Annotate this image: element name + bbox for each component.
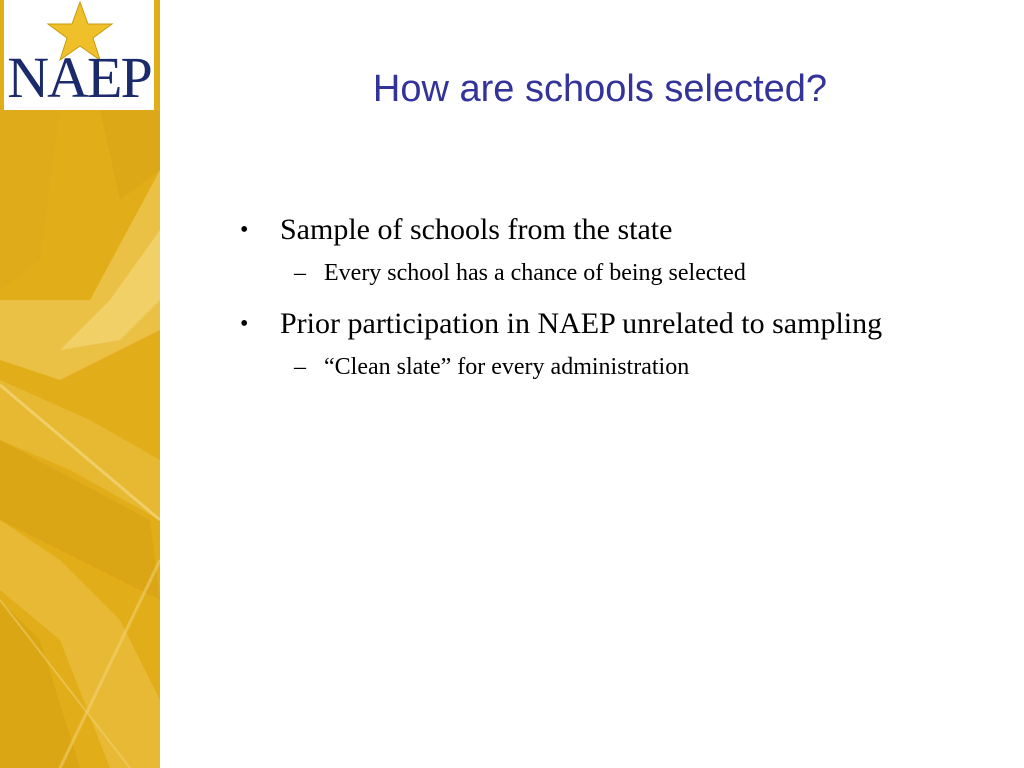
sidebar-star-pattern (0, 0, 160, 768)
bullet-marker: • (240, 217, 249, 243)
sub-bullet-item (240, 350, 920, 384)
bullet-item (240, 304, 920, 344)
bullet-marker: • (240, 311, 249, 337)
logo-text: NAEP (7, 45, 151, 110)
dash-marker: – (294, 260, 306, 286)
bullet-list (240, 210, 920, 384)
sub-bullet-text: “Clean slate” for every administration (324, 354, 690, 380)
naep-logo (4, 0, 154, 110)
slide-title: How are schools selected? (372, 68, 828, 110)
sub-bullet-text: Every school has a chance of being selected (324, 260, 746, 286)
sub-bullet-item (240, 256, 920, 290)
dash-marker: – (294, 354, 306, 380)
bullet-text: Prior participation in NAEP unrelated to sampling (280, 307, 883, 340)
bullet-item (240, 210, 920, 250)
bullet-text: Sample of schools from the state (280, 213, 673, 246)
decorative-sidebar (0, 0, 160, 768)
